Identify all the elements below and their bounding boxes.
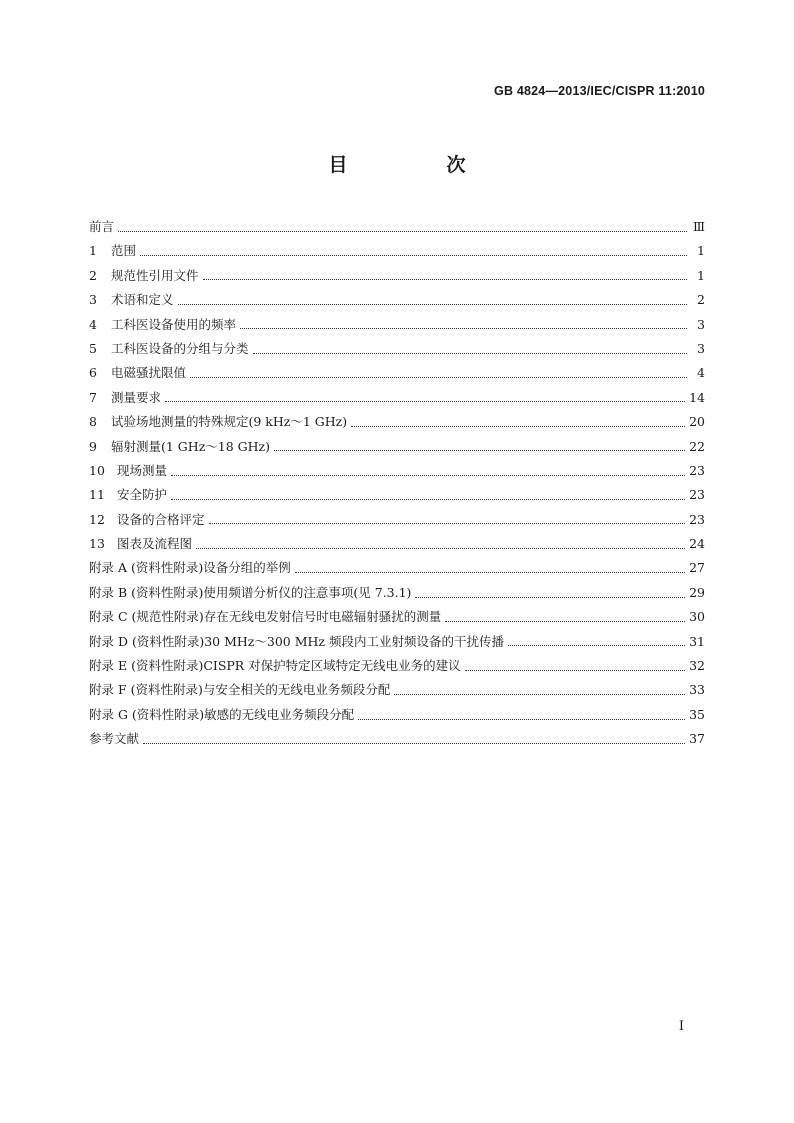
toc-dot-leader: [240, 328, 687, 329]
toc-entry-label: [89, 217, 114, 235]
toc-entry-number: 7: [89, 389, 97, 405]
toc-entry-page: 22: [689, 438, 705, 454]
toc-entry-number: 12: [89, 511, 105, 527]
table-of-contents: [89, 217, 705, 754]
toc-entry-label: [89, 534, 192, 552]
toc-dot-leader: [171, 475, 685, 476]
toc-entry-label: [89, 315, 236, 333]
toc-entry-page: 33: [689, 682, 705, 698]
toc-entry-label: [89, 461, 167, 479]
toc-entry-label: [89, 656, 461, 674]
toc-entry[interactable]: [89, 485, 705, 509]
toc-entry-title: 测量要求: [111, 389, 162, 405]
toc-entry[interactable]: [89, 241, 705, 265]
toc-entry[interactable]: [89, 461, 705, 485]
toc-entry-page: 29: [689, 584, 705, 600]
toc-entry-page: 4: [697, 365, 705, 381]
toc-entry-number: 9: [89, 438, 97, 454]
toc-entry[interactable]: [89, 217, 705, 241]
toc-entry-label: [89, 388, 161, 406]
toc-entry-title: 现场测量: [117, 462, 168, 478]
toc-entry-label: [89, 485, 167, 503]
toc-entry-number: 2: [89, 267, 97, 283]
toc-entry[interactable]: [89, 510, 705, 534]
toc-entry-label: [89, 510, 205, 528]
toc-entry[interactable]: [89, 558, 705, 582]
toc-dot-leader: [394, 694, 685, 695]
toc-dot-leader: [203, 279, 687, 280]
toc-entry-number: 10: [89, 462, 105, 478]
toc-entry-page: 2: [697, 292, 705, 308]
toc-entry-title: 安全防护: [117, 487, 168, 503]
toc-entry-page: 14: [689, 389, 705, 405]
toc-entry-page: 27: [689, 560, 705, 576]
toc-entry-page: 30: [689, 609, 705, 625]
toc-entry-number: 6: [89, 365, 97, 381]
toc-entry-title: 附录 B (资料性附录)使用频谱分析仪的注意事项(见 7.3.1): [89, 584, 412, 600]
toc-entry-title: 附录 F (资料性附录)与安全相关的无线电业务频段分配: [89, 682, 391, 698]
toc-entry-title: 前言: [89, 219, 115, 234]
standard-code: GB 4824—2013/IEC/CISPR 11:2010: [494, 84, 705, 98]
toc-entry-title: 附录 C (规范性附录)存在无线电发射信号时电磁辐射骚扰的测量: [89, 609, 442, 625]
toc-entry[interactable]: [89, 607, 705, 631]
toc-entry[interactable]: [89, 388, 705, 412]
toc-entry[interactable]: [89, 583, 705, 607]
toc-entry-title: 规范性引用文件: [111, 267, 199, 283]
toc-entry-page: 23: [689, 511, 705, 527]
toc-dot-leader: [415, 597, 685, 598]
toc-dot-leader: [140, 255, 687, 256]
toc-entry-label: [89, 437, 270, 455]
toc-entry-page: 3: [697, 316, 705, 332]
toc-entry-number: 3: [89, 292, 97, 308]
toc-entry-title: 辐射测量(1 GHz～18 GHz): [111, 438, 271, 454]
toc-dot-leader: [209, 523, 686, 524]
toc-dot-leader: [178, 304, 687, 305]
toc-entry[interactable]: [89, 266, 705, 290]
toc-entry-page: 1: [697, 243, 705, 259]
toc-entry[interactable]: [89, 412, 705, 436]
toc-entry-page: 23: [689, 462, 705, 478]
toc-entry-number: 13: [89, 536, 105, 552]
toc-entry-label: [89, 705, 354, 723]
toc-entry-label: [89, 266, 199, 284]
toc-dot-leader: [165, 401, 685, 402]
toc-entry[interactable]: [89, 315, 705, 339]
toc-dot-leader: [351, 426, 685, 427]
toc-entry-page: 35: [689, 706, 705, 722]
toc-entry[interactable]: [89, 339, 705, 363]
toc-entry-title: 工科医设备使用的频率: [111, 316, 237, 332]
toc-entry[interactable]: [89, 534, 705, 558]
toc-entry-label: [89, 583, 411, 601]
toc-entry-title: 范围: [111, 243, 137, 259]
toc-entry-label: [89, 680, 390, 698]
toc-entry-label: [89, 607, 441, 625]
toc-entry-title: 附录 G (资料性附录)敏感的无线电业务频段分配: [89, 706, 355, 722]
toc-dot-leader: [253, 353, 687, 354]
toc-entry-title: 设备的合格评定: [117, 511, 205, 527]
toc-entry-page: 31: [689, 633, 705, 649]
toc-entry-title: 电磁骚扰限值: [111, 365, 187, 381]
toc-entry-title: 参考文献: [89, 731, 140, 747]
toc-entry[interactable]: [89, 363, 705, 387]
toc-entry[interactable]: [89, 680, 705, 704]
toc-entry-title: 图表及流程图: [117, 536, 193, 552]
toc-dot-leader: [118, 231, 687, 232]
toc-dot-leader: [508, 645, 685, 646]
toc-dot-leader: [465, 670, 685, 671]
toc-entry-number: 4: [89, 316, 97, 332]
toc-entry[interactable]: [89, 437, 705, 461]
toc-entry-label: [89, 290, 174, 308]
toc-entry-title: 术语和定义: [111, 292, 174, 308]
toc-entry-label: [89, 558, 291, 576]
toc-dot-leader: [190, 377, 687, 378]
toc-entry[interactable]: [89, 705, 705, 729]
toc-dot-leader: [171, 499, 685, 500]
toc-entry-page: Ⅲ: [692, 219, 705, 234]
toc-entry-page: 37: [689, 731, 705, 747]
toc-dot-leader: [445, 621, 685, 622]
toc-entry[interactable]: [89, 729, 705, 753]
toc-entry-page: 3: [697, 340, 705, 356]
toc-entry-label: [89, 412, 347, 430]
toc-entry-number: 11: [89, 487, 105, 503]
toc-dot-leader: [274, 450, 685, 451]
toc-entry-number: 5: [89, 340, 97, 356]
toc-entry-title: 附录 D (资料性附录)30 MHz～300 MHz 频段内工业射频设备的干扰传播: [89, 633, 504, 649]
toc-dot-leader: [196, 548, 685, 549]
toc-entry-page: 20: [689, 414, 705, 430]
toc-entry-title: 试验场地测量的特殊规定(9 kHz～1 GHz): [111, 414, 348, 430]
toc-entry-label: [89, 729, 139, 747]
toc-entry-label: [89, 339, 249, 357]
toc-entry-number: 8: [89, 414, 97, 430]
toc-title: 目 次: [328, 154, 506, 176]
toc-entry-page: 23: [689, 487, 705, 503]
toc-entry-number: 1: [89, 243, 97, 259]
toc-entry-page: 24: [689, 536, 705, 552]
toc-entry-title: 附录 E (资料性附录)CISPR 对保护特定区域特定无线电业务的建议: [89, 658, 461, 674]
toc-entry-label: [89, 363, 186, 381]
toc-entry[interactable]: [89, 656, 705, 680]
toc-entry-title: 附录 A (资料性附录)设备分组的举例: [89, 560, 291, 576]
toc-entry[interactable]: [89, 632, 705, 656]
toc-entry[interactable]: [89, 290, 705, 314]
toc-entry-page: 1: [697, 267, 705, 283]
toc-entry-page: 32: [689, 658, 705, 674]
toc-entry-label: [89, 632, 504, 650]
toc-dot-leader: [358, 719, 685, 720]
toc-entry-label: [89, 241, 136, 259]
toc-entry-title: 工科医设备的分组与分类: [111, 340, 249, 356]
toc-dot-leader: [143, 743, 685, 744]
page-number: I: [678, 1019, 684, 1034]
toc-dot-leader: [295, 572, 685, 573]
